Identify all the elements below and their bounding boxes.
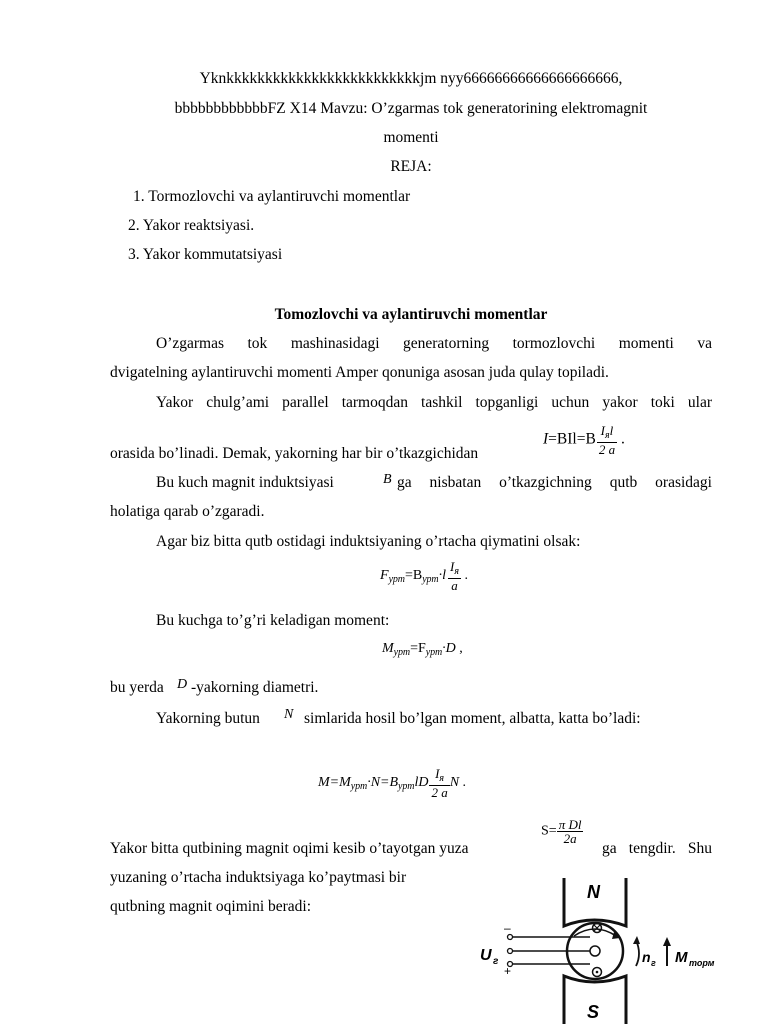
formula-moment: $M_{урт}=F_{урт}\cdot D$ ,	[382, 641, 463, 658]
plan-item-1: 1. Tormozlovchi va aylantiruvchi momentlar	[133, 188, 411, 205]
paragraph-1-line-2: dvigatelning aylantiruvchi momenti Amper qonuniga asosan juda qulay topiladi.	[110, 364, 609, 381]
voltage-label: U	[480, 947, 492, 964]
paragraph-7-pre: Yakorning butun	[156, 710, 260, 727]
paragraph-2-line-1: Yakor chulg’ami parallel tarmoqdan tashkil topganligi uchun yakor toki ular	[156, 394, 712, 411]
torque-subscript: торм	[689, 958, 715, 968]
paragraph-8-post: ga tengdir. Shu	[602, 840, 712, 857]
paragraph-6-post: -yakorning diametri.	[191, 679, 319, 696]
paragraph-2-line-2: orasida bo’linadi. Demak, yakorning har bir o’tkazgichidan	[110, 445, 479, 462]
formula-average-force: $F_{урт}=B_{урт}\cdot l$ $\frac{I_я}{a}$ .	[380, 559, 468, 593]
paragraph-8-pre: Yakor bitta qutbining magnit oqimi kesib o’tayotgan yuza	[110, 840, 469, 857]
pole-top-label: N	[587, 882, 600, 902]
section-title: Tomozlovchi va aylantiruvchi momentlar	[274, 306, 548, 323]
plan-heading: REJA:	[390, 158, 432, 175]
paragraph-4: Agar biz bitta qutb ostidagi induktsiyaning o’rtacha qiymatini olsak:	[156, 533, 581, 550]
formula-total-moment: $M=M_{урт}\cdot N=B_{урт}lD$ $\frac{I_я}{2 a}$ N .	[318, 766, 467, 800]
pole-bottom-label: S	[587, 1002, 600, 1022]
formula-area: S= $\frac{\text{π Dl}}{2a}$	[541, 817, 582, 846]
conductor-center	[590, 946, 600, 956]
plus-sign: +	[504, 964, 512, 978]
variable-b: B	[383, 472, 392, 487]
paragraph-5: Bu kuchga to’g’ri keladigan moment:	[156, 612, 390, 629]
formula-force: I=BIl=B $\frac{I_яl}{2 a}$ .	[543, 423, 625, 457]
voltage-subscript: г	[493, 956, 499, 967]
speed-subscript: г	[651, 958, 656, 968]
paragraph-3-post: ga nisbatan o’tkazgichning qutb orasidagi	[397, 474, 712, 491]
variable-n: N	[284, 707, 294, 722]
paragraph-8-line-3: qutbning magnit oqimini beradi:	[110, 898, 312, 915]
plan-item-3: 3. Yakor kommutatsiyasi	[128, 246, 283, 263]
paragraph-3-line-2: holatiga qarab o’zgaradi.	[110, 503, 265, 520]
paragraph-6-pre: bu yerda	[110, 679, 164, 696]
paragraph-3-pre: Bu kuch magnit induktsiyasi	[156, 474, 334, 491]
paragraph-1-line-1: O’zgarmas tok mashinasidagi generatorning tormozlovchi momenti va	[156, 335, 712, 352]
generator-diagram	[474, 874, 744, 1024]
header-line-3: momenti	[383, 129, 439, 146]
header-line-2: bbbbbbbbbbbbFZ X14 Mavzu: O’zgarmas tok generatorining elektromagnit	[174, 100, 648, 117]
header-line-1: Yknkkkkkkkkkkkkkkkkkkkkkkkkkjm nyy66666666666666666666,	[199, 70, 623, 87]
paragraph-7-post: simlarida hosil bo’lgan moment, albatta, katta bo’ladi:	[304, 710, 641, 727]
speed-label: n	[642, 949, 651, 965]
minus-sign: –	[504, 921, 511, 935]
plan-item-2: 2. Yakor reaktsiyasi.	[128, 217, 255, 234]
variable-d: D	[177, 677, 188, 692]
torque-label: M	[675, 949, 688, 966]
paragraph-8-line-2: yuzaning o’rtacha induktsiyaga ko’paytmasi bir	[110, 869, 407, 886]
